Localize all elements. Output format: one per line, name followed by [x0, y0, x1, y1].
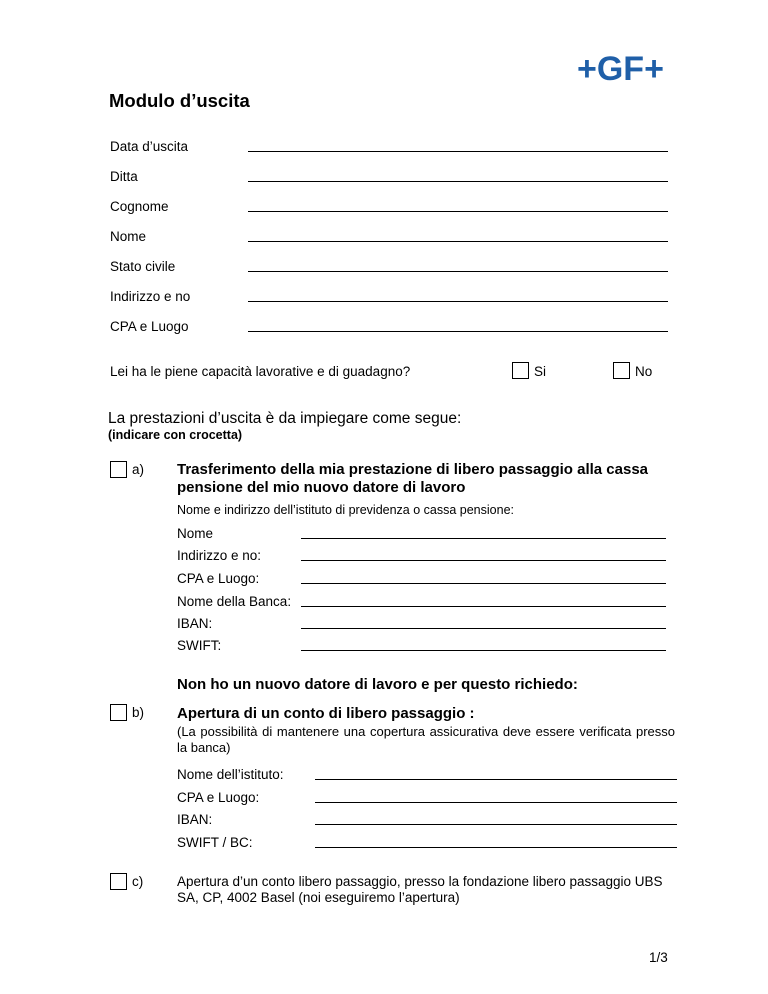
- option-a-subtitle: Nome e indirizzo dell’istituto di previdenza o cassa pensione:: [177, 503, 514, 517]
- option-c-checkbox[interactable]: [110, 873, 127, 890]
- option-b-letter: b): [132, 705, 145, 720]
- address-field[interactable]: [248, 301, 668, 302]
- option-a-address-field[interactable]: [301, 560, 666, 561]
- option-b-iban-label: IBAN:: [177, 812, 213, 827]
- option-a-checkbox[interactable]: [110, 461, 127, 478]
- option-c-text: Apertura d’un conto libero passaggio, presso la fondazione libero passaggio UBS SA, CP, 4002 Basel (noi eseguiremo l’apertura): [177, 874, 663, 905]
- no-new-employer-heading: Non ho un nuovo datore di lavoro e per questo richiedo:: [177, 676, 578, 693]
- company-field[interactable]: [248, 181, 668, 182]
- option-a-bank-label: Nome della Banca:: [177, 594, 292, 609]
- option-a-swift-label: SWIFT:: [177, 638, 222, 653]
- first-name-label: Nome: [110, 229, 147, 244]
- option-b-institute-field[interactable]: [315, 779, 677, 780]
- first-name-field[interactable]: [248, 241, 668, 242]
- postcode-city-field[interactable]: [248, 331, 668, 332]
- marital-status-field[interactable]: [248, 271, 668, 272]
- form-title: Modulo d’uscita: [109, 90, 250, 111]
- marital-status-label: Stato civile: [110, 259, 176, 274]
- option-b-postcode-field[interactable]: [315, 802, 677, 803]
- postcode-city-label: CPA e Luogo: [110, 319, 189, 334]
- option-b-checkbox[interactable]: [110, 704, 127, 721]
- address-label: Indirizzo e no: [110, 289, 191, 304]
- company-logo: +GF+: [577, 50, 664, 88]
- option-b-iban-field[interactable]: [315, 824, 677, 825]
- option-a-iban-field[interactable]: [301, 628, 666, 629]
- option-a-address-label: Indirizzo e no:: [177, 548, 262, 563]
- exit-date-label: Data d’uscita: [110, 139, 189, 154]
- option-b-swift-field[interactable]: [315, 847, 677, 848]
- option-b-institute-label: Nome dell’istituto:: [177, 767, 284, 782]
- option-b-swift-label: SWIFT / BC:: [177, 835, 253, 850]
- capacity-no-checkbox[interactable]: [613, 362, 630, 379]
- option-b-title: Apertura di un conto di libero passaggio :: [177, 705, 475, 722]
- usage-heading: La prestazioni d’uscita è da impiegare come segue:: [108, 410, 462, 427]
- usage-note: (indicare con crocetta): [108, 428, 243, 442]
- option-a-name-label: Nome: [177, 526, 214, 541]
- option-c-letter: c): [132, 874, 144, 889]
- option-b-note: (La possibilità di mantenere una copertura assicurativa deve essere verificata presso la banca): [177, 724, 675, 755]
- surname-label: Cognome: [110, 199, 169, 214]
- page-number: 1/3: [649, 950, 668, 965]
- option-a-postcode-field[interactable]: [301, 583, 666, 584]
- option-a-name-field[interactable]: [301, 538, 666, 539]
- option-a-title: Trasferimento della mia prestazione di libero passaggio alla cassa pensione del mio nuovo datore di lavoro: [177, 461, 649, 496]
- option-b-postcode-label: CPA e Luogo:: [177, 790, 260, 805]
- capacity-question: Lei ha le piene capacità lavorative e di guadagno?: [110, 364, 411, 379]
- company-label: Ditta: [110, 169, 138, 184]
- surname-field[interactable]: [248, 211, 668, 212]
- option-a-swift-field[interactable]: [301, 650, 666, 651]
- capacity-no-label: No: [635, 364, 653, 379]
- option-a-iban-label: IBAN:: [177, 616, 213, 631]
- capacity-yes-checkbox[interactable]: [512, 362, 529, 379]
- capacity-yes-label: Si: [534, 364, 547, 379]
- exit-date-field[interactable]: [248, 151, 668, 152]
- option-a-bank-field[interactable]: [301, 606, 666, 607]
- option-a-postcode-label: CPA e Luogo:: [177, 571, 260, 586]
- option-a-letter: a): [132, 462, 145, 477]
